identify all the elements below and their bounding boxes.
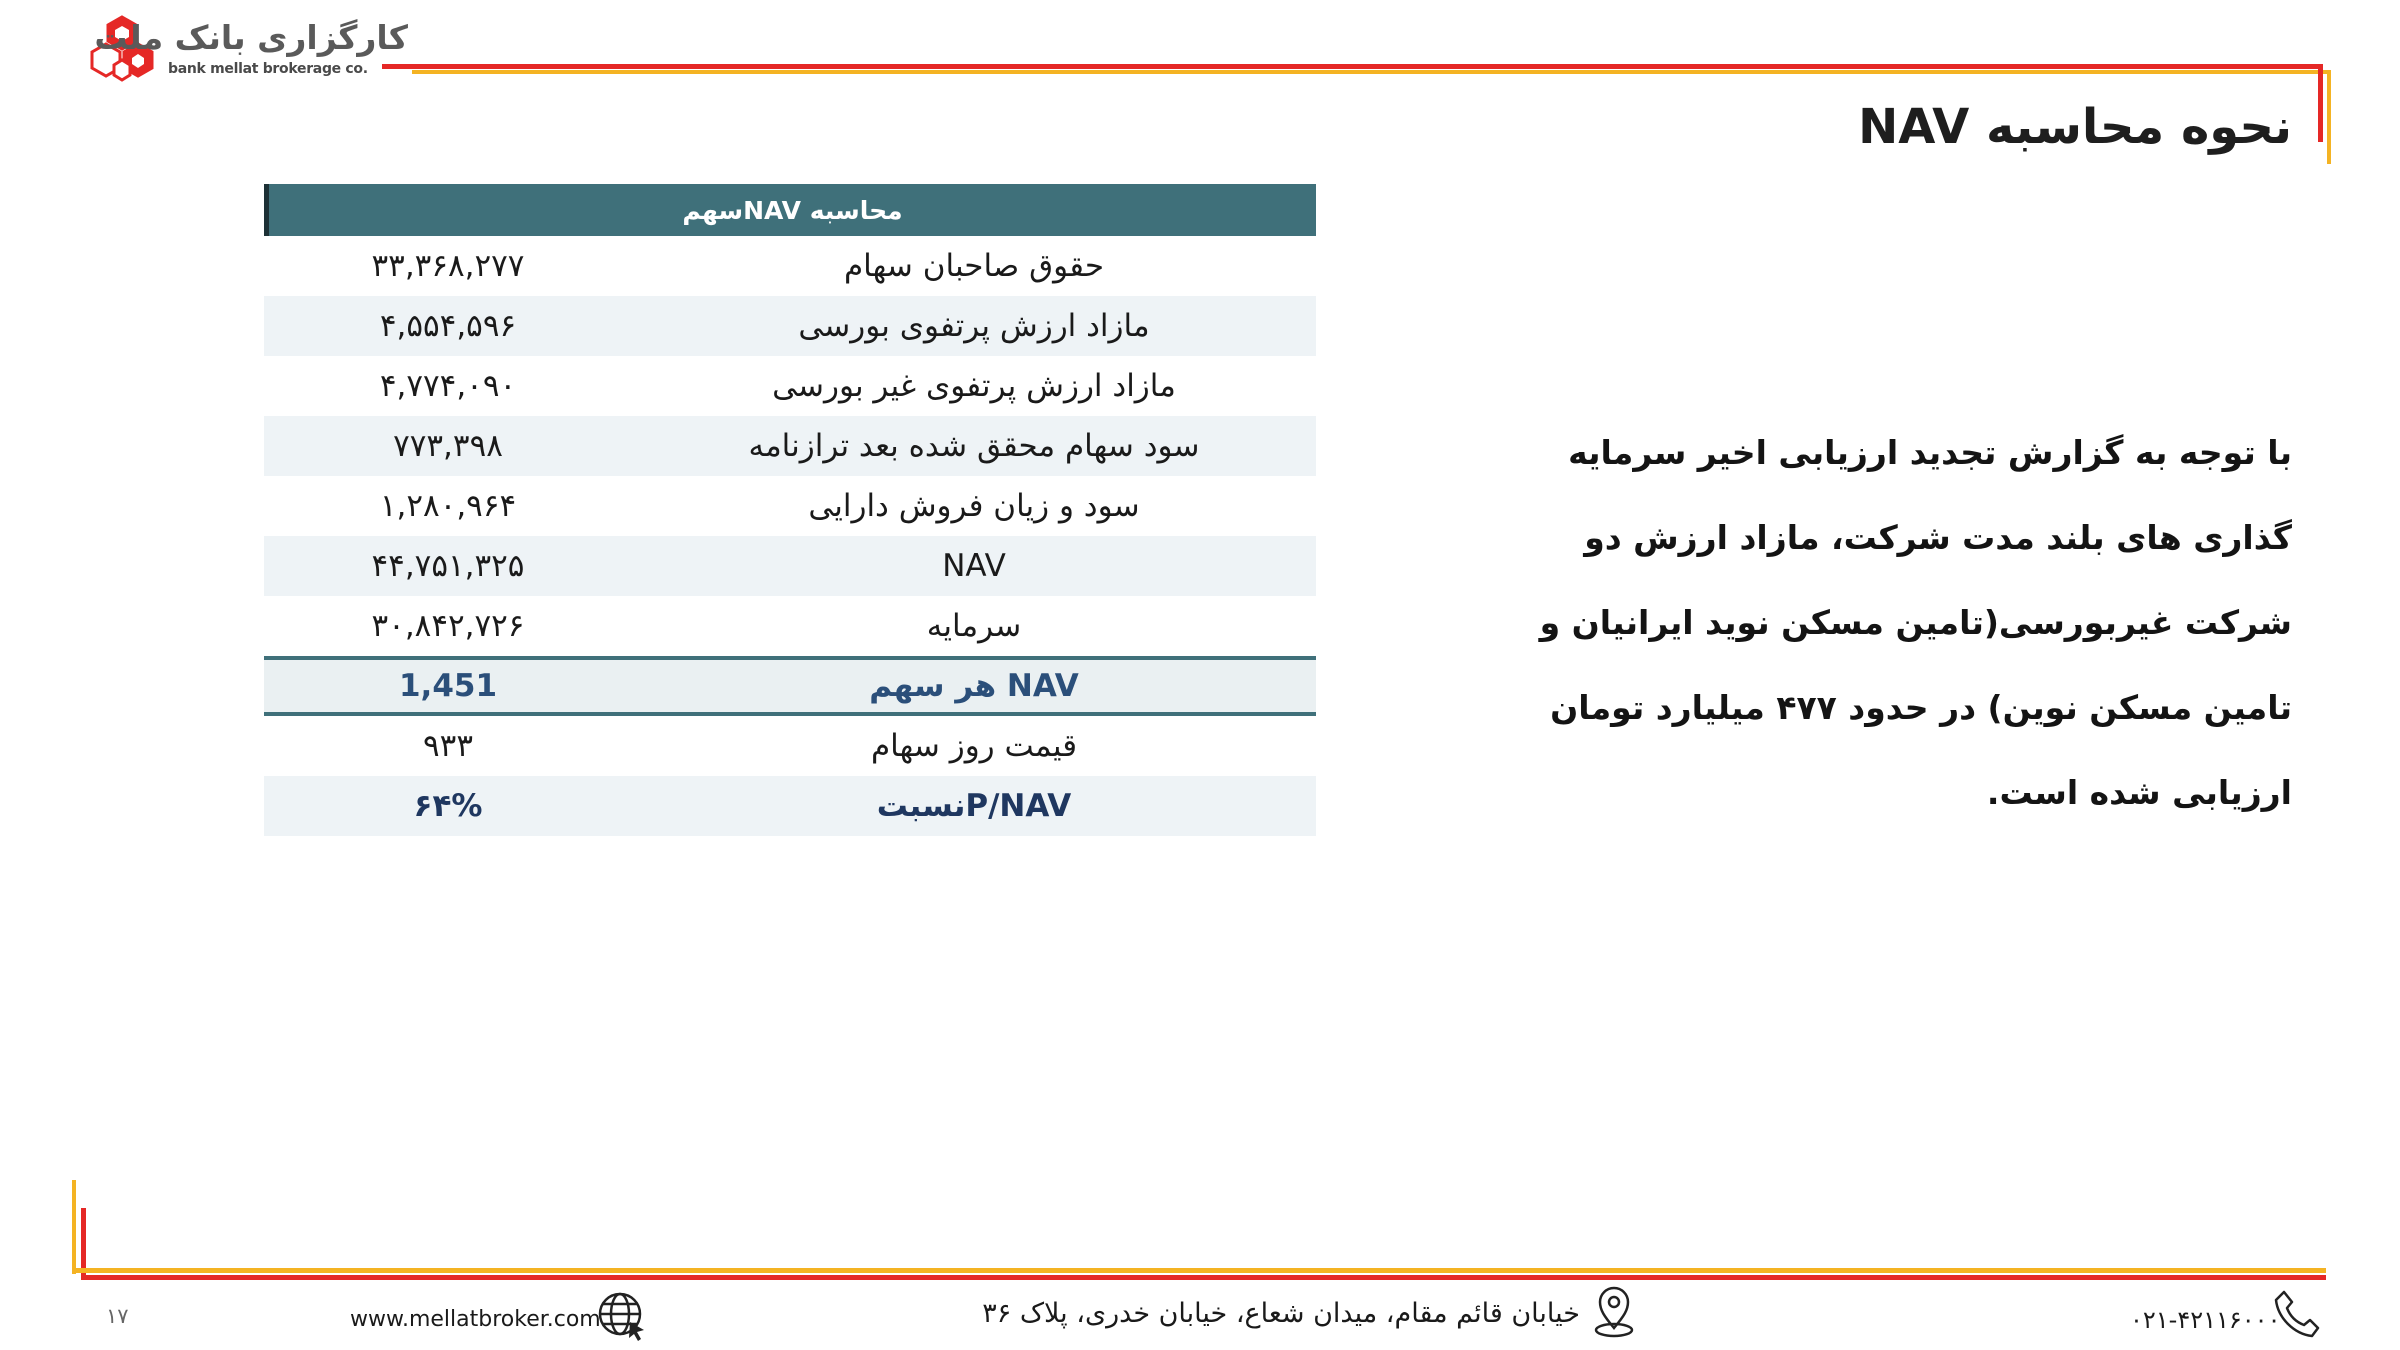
row-value: ۱,۲۸۰,۹۶۴ — [379, 488, 517, 524]
row-value: ۶۴% — [413, 788, 483, 824]
row-label: مازاد ارزش پرتفوی بورسی — [798, 308, 1150, 344]
table-row-listed-portfolio-surplus — [264, 296, 1316, 356]
website-link[interactable]: www.mellatbroker.com — [350, 1307, 601, 1332]
row-value: ۹۳۳ — [423, 728, 473, 764]
footer-yellow-rule — [72, 1268, 2326, 1273]
row-label: قیمت روز سهام — [870, 728, 1078, 764]
row-label: NAV — [942, 548, 1006, 584]
header-red-vertical-rule — [2318, 64, 2323, 142]
row-label: سود سهام محقق شده بعد ترازنامه — [748, 428, 1200, 464]
table-row-nav — [264, 536, 1316, 596]
logo-text-fa: کارگزاری بانک ملت — [94, 18, 408, 57]
row-value: ۴۴,۷۵۱,۳۲۵ — [371, 548, 525, 584]
globe-icon — [596, 1290, 648, 1342]
footer-red-rule — [81, 1275, 2326, 1280]
row-value: ۳۰,۸۴۲,۷۲۶ — [371, 608, 525, 644]
address-text: خیابان قائم مقام، میدان شعاع، خیابان خدری، پلاک ۳۶ — [982, 1298, 1580, 1329]
row-value: ۳۳,۳۶۸,۲۷۷ — [371, 248, 525, 284]
row-value: 1,451 — [398, 668, 498, 704]
row-label: P/NAVنسبت — [876, 788, 1072, 824]
table-row-p-nav-ratio — [264, 776, 1316, 836]
location-pin-icon — [1590, 1284, 1638, 1338]
row-value: ۷۷۳,۳۹۸ — [393, 428, 503, 464]
row-label: سرمایه — [926, 608, 1022, 644]
table-row-unlisted-portfolio-surplus — [264, 356, 1316, 416]
row-value: ۴,۵۵۴,۵۹۶ — [379, 308, 517, 344]
table-row-share-price — [264, 716, 1316, 776]
header-red-rule — [382, 64, 2322, 69]
header-yellow-rule — [412, 70, 2331, 74]
footer-yellow-vertical-rule — [72, 1180, 76, 1274]
page-number: ۱۷ — [106, 1304, 129, 1328]
row-label: سود و زیان فروش دارایی — [808, 488, 1140, 524]
table-row-nav-per-share — [264, 656, 1316, 716]
row-label: مازاد ارزش پرتفوی غیر بورسی — [772, 368, 1176, 404]
page-title: نحوه محاسبه NAV — [1858, 99, 2292, 155]
phone-icon — [2272, 1288, 2320, 1340]
table-row-shareholders-equity — [264, 236, 1316, 296]
row-label: حقوق صاحبان سهام — [843, 248, 1105, 284]
header-yellow-vertical-rule — [2327, 72, 2331, 164]
table-row-capital — [264, 596, 1316, 656]
revaluation-paragraph: با توجه به گزارش تجدید ارزیابی اخیر سرمایه گذاری های بلند مدت شرکت، مازاد ارزش دو شرکت غیربورسی(تامین مسکن نوید ایرانیان و تامین مسکن نوین) در حدود ۴۷۷ میلیارد تومان ارزیابی شده است. — [1539, 433, 2292, 812]
nav-calculation-table — [264, 184, 1316, 836]
table-row-asset-sale-gain — [264, 476, 1316, 536]
row-value: ۴,۷۷۴,۰۹۰ — [379, 368, 517, 404]
logo-text-en: bank mellat brokerage co. — [168, 61, 368, 77]
table-heading: محاسبه NAVسهم — [264, 184, 1316, 236]
table-row-realized-dividends — [264, 416, 1316, 476]
row-label: NAV هر سهم — [869, 668, 1079, 704]
phone-number: ۰۲۱-۴۲۱۱۶۰۰۰ — [2130, 1306, 2281, 1334]
